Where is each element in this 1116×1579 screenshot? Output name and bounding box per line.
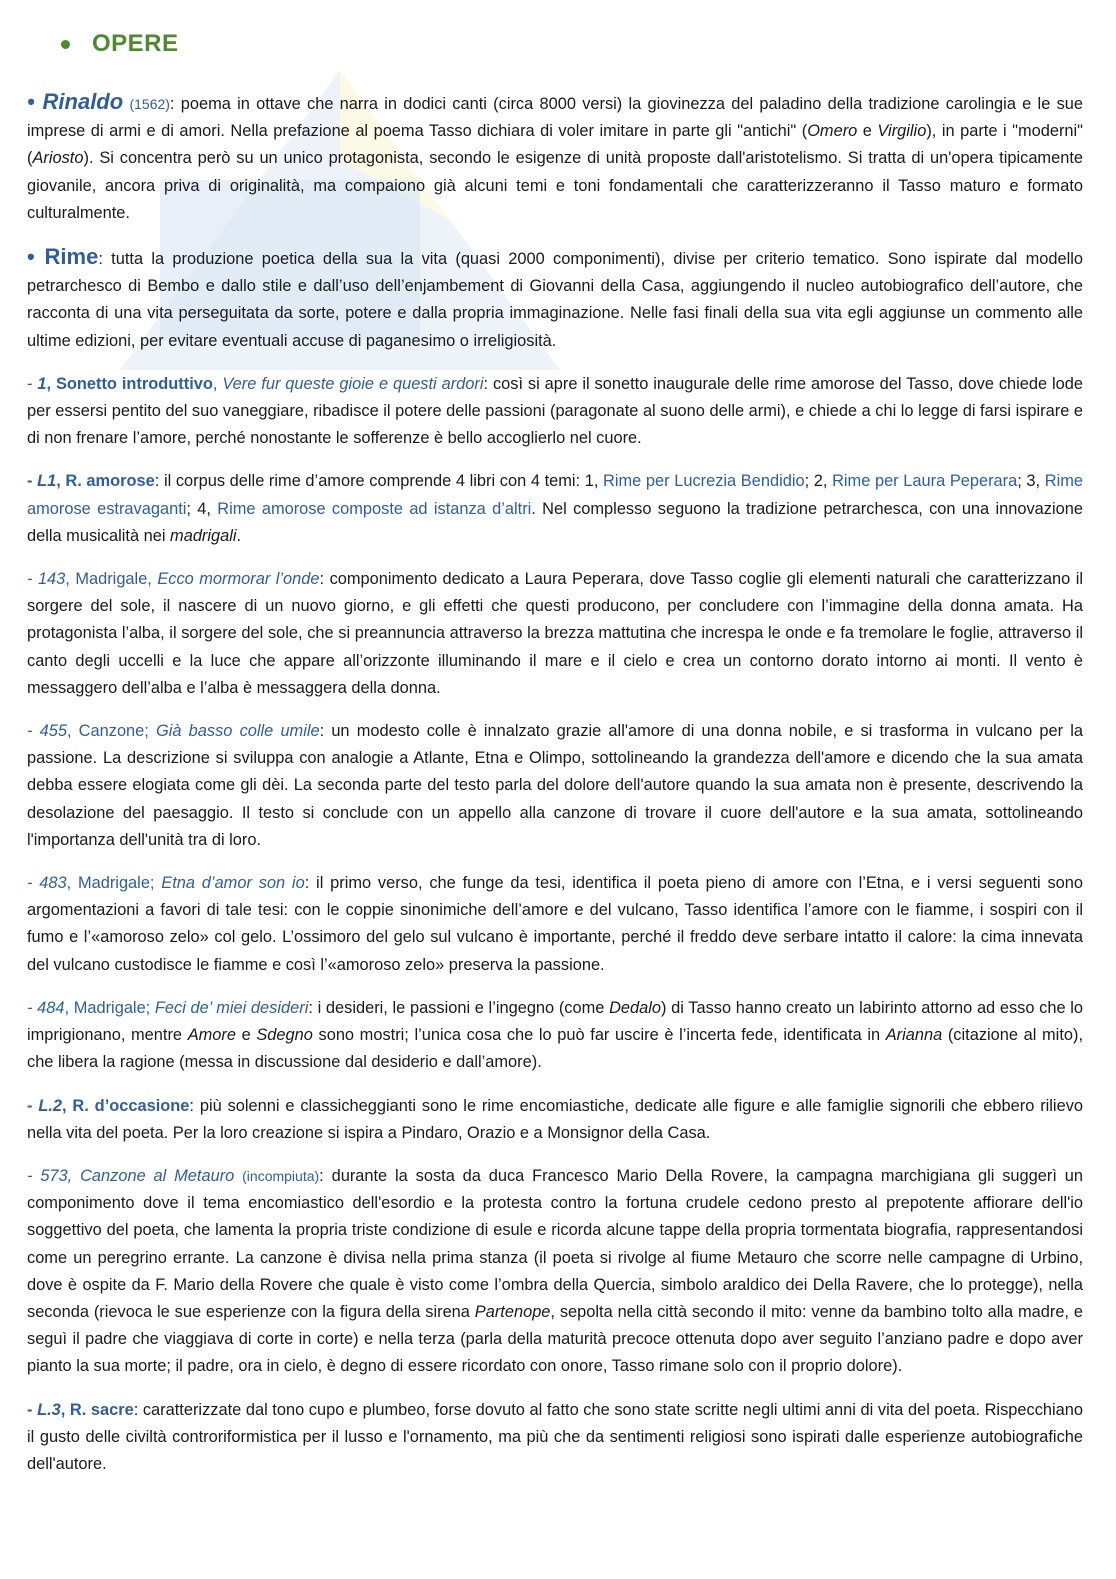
rinaldo-year: (1562) — [129, 96, 170, 112]
paragraph-rinaldo: • Rinaldo (1562): poema in ottave che narra in dodici canti (circa 8000 versi) la giovinezza del paladino della tradizione carolingia e le sue imprese di armi e di amori. Nella prefazione al poema Tasso dichiara di voler imitare in parte gli "antichi" (Omero e Virgilio), in parte i "moderni" (Ariosto). Si concentra però su un unico protagonista, secondo le esigenze di unità proposte dall'aristotelismo. Si tratta di un'opera tipicamente giovanile, ancora priva di originalità, ma compaiono già alcuni temi e toni fondamentali che caratterizzeranno il Tasso maturo e formato culturalmente. — [27, 89, 1083, 222]
sonetto-title: Vere fur queste gioie e questi ardori — [222, 374, 484, 393]
paragraph-rime: • Rime: tutta la produzione poetica della sua la vita (quasi 2000 componimenti), divise per criterio tematico. Sono ispirate dal modello petrarchesco di Bembo e dallo stile e dall’uso dell’enjambement di Giovanni della Casa, aggiungendo il nucleo autobiografico dell’autore, che racconta di una vita perseguitata da sorte, potere e dalla propria immaginazione. Nelle fasi finali della sua vita egli aggiunse un commento alle ultime edizioni, per evitare eventuali accuse di paganesimo o irreligiosità. — [27, 244, 1083, 350]
paragraph-573: - 573, Canzone al Metauro (incompiuta): durante la sosta da duca Francesco Mario Della Rovere, la campagna marchigiana gli suggerì un componimento dove il tema encomiastico dell'esordio e la protesta contro la fortuna crudele cedono presto al prepotente affiorare dell'io soggettivo del poeta, che lamenta la propria triste condizione di esule e ricorda alcune tappe della propria tormentata biografia, rappresentandosi come un peregrino errante. La canzone è divisa nella prima stanza (il poeta si rivolge al fiume Metauro che scorre nelle campagne di Urbino, dove è ospite da F. Mario della Rovere che quale è visto come l’ombra della Quercia, simbolo araldico dei Della Ravere, che lo protegge), nella seconda (rievoca le sue esperienze con la figura della sirena Partenope, sepolta nella città secondo il mito: venne da bambino tolto alla madre, e seguì il padre che viaggiava di corte in corte) e nella terza (parla della maturità precoce ottenuta dopo aver seguito l’anziano padre e dopo aver pianto la sua morte; il padre, ora in cielo, è degno di essere ricordato con onore, Tasso rimane solo con il proprio dolore). — [27, 1166, 1083, 1376]
heading-text: OPERE — [92, 30, 179, 57]
paragraph-484: - 484, Madrigale; Feci de’ miei desideri: i desideri, le passioni e l’ingegno (come Dedalo) di Tasso hanno creato un labirinto attorno ad esso che lo imprigionano, mentre Amore e Sdegno sono mostri; l’unica cosa che lo può far uscire è l’incerta fede, identificata in Arianna (citazione al mito), che libera la ragione (messa in discussione dal desiderio e dall’amore). — [27, 998, 1083, 1072]
m483-title: Etna d’amor son io — [161, 874, 305, 893]
document-page — [27, 30, 1083, 1494]
bullet-icon — [61, 40, 70, 49]
m143-title: Ecco mormorar l’onde — [157, 570, 320, 589]
section-heading — [61, 30, 1083, 58]
rime-title: • Rime — [27, 244, 99, 270]
paragraph-l3: - L.3, R. sacre: caratterizzate dal tono cupo e plumbeo, forse dovuto al fatto che sono state scritte negli ultimi anni di vita del poeta. Rispecchiano il gusto delle civiltà controriformistica per il lusso e l'ornamento, ma più che da sentimenti religiosi sono ispirati dalle esperienze autobiografiche dell'autore. — [27, 1400, 1083, 1473]
paragraph-143: - 143, Madrigale, Ecco mormorar l’onde: componimento dedicato a Laura Peperara, dove Tasso coglie gli elementi naturali che caratterizzano il sorgere del sole, il nascere di un nuovo giorno, e gli effetti che questi producono, per concludere con l’immagine della donna amata. Ha protagonista l’alba, il sorgere del sole, che si preannuncia attraverso la brezza mattutina che increspa le onde e fa tremolare le foglie, attraverso il canto degli uccelli e la luce che appare all’orizzonte illuminando il mare e il cielo e crea un contorno dorato intorno ai monti. Il vento è messaggero dell’alba e l’alba è messaggera della donna. — [27, 570, 1083, 697]
paragraph-l1: - L1, R. amorose: il corpus delle rime d’amore comprende 4 libri con 4 temi: 1, Rime per Lucrezia Bendidio; 2, Rime per Laura Peperara; 3, Rime amorose estravaganti; 4, Rime amorose composte ad istanza d’altri. Nel complesso seguono la tradizione petrarchesca, con una innovazione della musicalità nei madrigali. — [27, 472, 1083, 545]
paragraph-l2: - L.2, R. d’occasione: più solenni e classicheggianti sono le rime encomiastiche, dedicate alle figure e alle famiglie signorili che ebbero rilievo nella vita del poeta. Per la loro creazione si ispira a Pindaro, Orazio e a Monsignor della Casa. — [27, 1096, 1084, 1142]
m484-title: Feci de’ miei desideri — [154, 998, 309, 1017]
paragraph-483: - 483, Madrigale; Etna d’amor son io: il primo verso, che funge da tesi, identifica il poeta pieno di amore con l’Etna, e i versi seguenti sono argomentazioni a favori di tale tesi: con le coppie sinonimiche dell’amore e del vulcano, Tasso identifica l’amore con le fiamme, i sospiri con il fumo e l’«amoroso zelo» col gelo. L’ossimoro del gelo sul vulcano è importante, perché il freddo deve serbare intatto il calore: la cima innevata del vulcano custodisce le fiamme e così l’«amoroso zelo» preserva la passione. — [27, 874, 1084, 974]
paragraph-455: - 455, Canzone; Già basso colle umile: un modesto colle è innalzato grazie all'amore di una donna nobile, e si trasforma in vulcano per la passione. La descrizione si sviluppa con analogie a Atlante, Etna e Olimpo, sottolineando la grandezza dell'amore e dicendo che la sua amata debba essere elogiata come gli dèi. La seconda parte del testo parla del dolore dell'autore quando la sua amata non è presente, descrivendo la desolazione del paesaggio. Il testo si conclude con un appello alla canzone di trovare il cuore dell'autore e la sua amata, sottolineando l'importanza dell'unità tra di loro. — [27, 722, 1083, 849]
paragraph-sonetto: - 1, Sonetto introduttivo, Vere fur queste gioie e questi ardori: così si apre il sonetto inaugurale delle rime amorose del Tasso, dove chiede lode per essersi pentito del suo vaneggiare, ribadisce il potere delle passioni (paragonate al suono delle armi), e chiede a chi lo legge di farsi ispirare e di non frenare l’amore, perché nonostante le sofferenze è bello accoglierlo nel cuore. — [27, 374, 1084, 448]
rinaldo-title: • Rinaldo — [27, 89, 124, 114]
c455-title: Già basso colle umile — [156, 722, 320, 741]
c573-title: - 573, Canzone al Metauro — [27, 1166, 235, 1185]
